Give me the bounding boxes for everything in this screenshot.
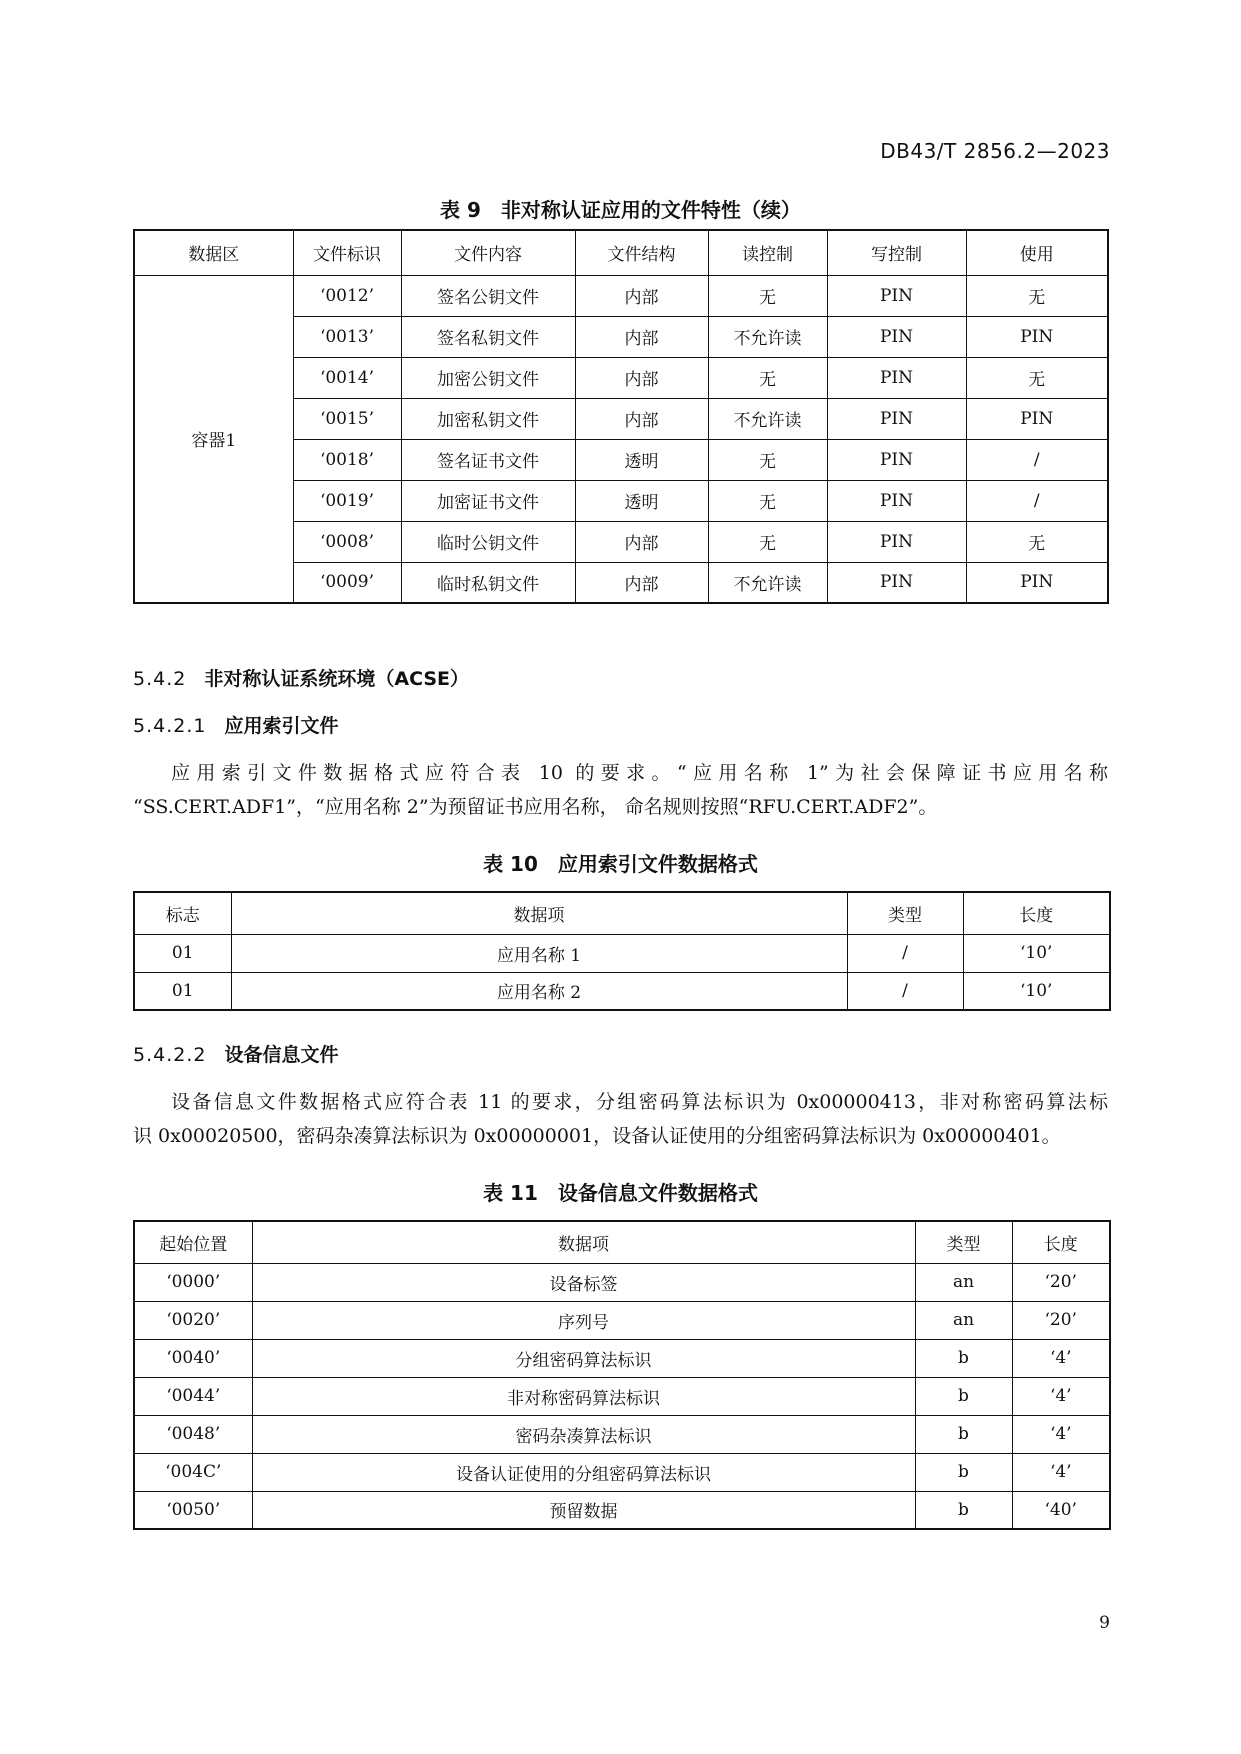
table-row: [134, 1263, 1110, 1301]
table-cell: 应用名称 2: [231, 972, 847, 1010]
table-cell: 不允许读: [708, 398, 827, 439]
table-cell: 无: [708, 439, 827, 480]
table-cell: 应用名称 1: [231, 934, 847, 972]
table-cell: PIN: [827, 521, 966, 562]
table-cell: an: [915, 1263, 1012, 1301]
section-title: 应用索引文件: [224, 715, 339, 737]
table-cell: PIN: [966, 316, 1108, 357]
table-cell: ‘0008’: [293, 521, 401, 562]
table-cell: an: [915, 1301, 1012, 1339]
table-cell: ‘0000’: [134, 1263, 252, 1301]
table-cell: PIN: [966, 562, 1108, 603]
table-cell: b: [915, 1491, 1012, 1529]
table-cell: 加密私钥文件: [401, 398, 575, 439]
table-cell: PIN: [827, 439, 966, 480]
paragraph-line: 设备信息文件数据格式应符合表 11 的要求，分组密码算法标识为 0x00000413，非对称密码算法标: [171, 1091, 1108, 1113]
table-cell: ‘0044’: [134, 1377, 252, 1415]
table-cell: 无: [708, 480, 827, 521]
table-cell: 01: [134, 972, 231, 1010]
table-row: [134, 1377, 1110, 1415]
table9-header-cell: 读控制: [708, 230, 827, 275]
table-cell: 内部: [575, 275, 708, 316]
table-cell: 透明: [575, 439, 708, 480]
table-cell: /: [966, 439, 1108, 480]
table-cell: 透明: [575, 480, 708, 521]
table10: [133, 891, 1111, 1011]
table-cell: ‘0020’: [134, 1301, 252, 1339]
table-cell: 加密公钥文件: [401, 357, 575, 398]
table-row: [134, 1491, 1110, 1529]
table-cell: 无: [966, 275, 1108, 316]
table10-header-cell: 类型: [847, 892, 963, 934]
table-cell: 临时公钥文件: [401, 521, 575, 562]
section-title: 非对称认证系统环境（ACSE）: [204, 668, 470, 690]
table-cell: 01: [134, 934, 231, 972]
table-row: [134, 934, 1110, 972]
table-cell: PIN: [827, 562, 966, 603]
table11-header-cell: 数据项: [252, 1221, 915, 1263]
table-row: [134, 1301, 1110, 1339]
table11-header-cell: 长度: [1012, 1221, 1110, 1263]
table-cell: PIN: [827, 357, 966, 398]
table-cell: PIN: [827, 316, 966, 357]
table9-header-cell: 文件结构: [575, 230, 708, 275]
table-row: [134, 275, 1108, 316]
table-row: [134, 1453, 1110, 1491]
table11-caption: 表 11 设备信息文件数据格式: [483, 1181, 758, 1205]
table-cell: 签名私钥文件: [401, 316, 575, 357]
section-number: 5.4.2.2: [133, 1044, 207, 1066]
table10-header-cell: 长度: [963, 892, 1110, 934]
table-cell: ‘4’: [1012, 1339, 1110, 1377]
table-cell: ‘20’: [1012, 1301, 1110, 1339]
table-cell: ‘4’: [1012, 1377, 1110, 1415]
table-cell: ‘004C’: [134, 1453, 252, 1491]
table-cell: 内部: [575, 357, 708, 398]
table-cell: 非对称密码算法标识: [252, 1377, 915, 1415]
table-cell: ‘0018’: [293, 439, 401, 480]
table-cell: 无: [708, 275, 827, 316]
table-row: [134, 972, 1110, 1010]
table11-body: [134, 1221, 1110, 1529]
table10-header-cell: 数据项: [231, 892, 847, 934]
table-cell: /: [847, 934, 963, 972]
table-cell: b: [915, 1415, 1012, 1453]
table-cell: /: [966, 480, 1108, 521]
table-cell: 设备标签: [252, 1263, 915, 1301]
section-5-4-2-2-paragraph: [133, 1085, 1108, 1153]
section-title: 设备信息文件: [224, 1044, 339, 1066]
table-cell: 无: [966, 521, 1108, 562]
table-cell: 预留数据: [252, 1491, 915, 1529]
table9-header-cell: 文件标识: [293, 230, 401, 275]
table-cell: ‘20’: [1012, 1263, 1110, 1301]
table11-header-cell: 起始位置: [134, 1221, 252, 1263]
table-cell: ‘10’: [963, 972, 1110, 1010]
section-number: 5.4.2.1: [133, 715, 207, 737]
section-5-4-2-heading: [133, 664, 469, 691]
table-cell: ‘4’: [1012, 1415, 1110, 1453]
table-cell: ‘40’: [1012, 1491, 1110, 1529]
table-cell: ‘0040’: [134, 1339, 252, 1377]
table-cell: b: [915, 1377, 1012, 1415]
table9-header-row: [134, 230, 1108, 275]
table9: [133, 229, 1109, 604]
table-cell: 序列号: [252, 1301, 915, 1339]
table11-header-row: [134, 1221, 1110, 1263]
section-5-4-2-2-heading: [133, 1040, 339, 1067]
table-cell: ‘0012’: [293, 275, 401, 316]
table-cell: 不允许读: [708, 316, 827, 357]
table-cell: 分组密码算法标识: [252, 1339, 915, 1377]
table-cell: PIN: [827, 480, 966, 521]
table10-header-row: [134, 892, 1110, 934]
table10-body: [134, 892, 1110, 1010]
table-cell: 密码杂凑算法标识: [252, 1415, 915, 1453]
table-cell: /: [847, 972, 963, 1010]
table9-header-cell: 数据区: [134, 230, 293, 275]
table-cell: 内部: [575, 521, 708, 562]
table9-header-cell: 文件内容: [401, 230, 575, 275]
section-5-4-2-1-paragraph: [133, 756, 1108, 824]
paragraph-line: “SS.CERT.ADF1”，“应用名称 2”为预留证书应用名称， 命名规则按照“RFU.CERT.ADF2”。: [133, 796, 938, 818]
section-5-4-2-1-heading: [133, 711, 339, 738]
table-cell: ‘0048’: [134, 1415, 252, 1453]
table10-header-cell: 标志: [134, 892, 231, 934]
table-cell: ‘0050’: [134, 1491, 252, 1529]
table-cell: ‘4’: [1012, 1453, 1110, 1491]
table10-caption: 表 10 应用索引文件数据格式: [483, 852, 758, 876]
table-row: [134, 1339, 1110, 1377]
table-cell: ‘10’: [963, 934, 1110, 972]
table-cell: ‘0015’: [293, 398, 401, 439]
table9-header-cell: 写控制: [827, 230, 966, 275]
table9-body: [134, 230, 1108, 603]
table-cell: 加密证书文件: [401, 480, 575, 521]
table-cell: 设备认证使用的分组密码算法标识: [252, 1453, 915, 1491]
table-cell: ‘0019’: [293, 480, 401, 521]
table-cell: 无: [966, 357, 1108, 398]
table-cell: ‘0014’: [293, 357, 401, 398]
table-cell: 无: [708, 357, 827, 398]
paragraph-line: 识 0x00020500，密码杂凑算法标识为 0x00000001，设备认证使用的分组密码算法标识为 0x00000401。: [133, 1125, 1061, 1147]
table-cell: 无: [708, 521, 827, 562]
table-cell: 内部: [575, 316, 708, 357]
table-row: [134, 1415, 1110, 1453]
table-cell: b: [915, 1339, 1012, 1377]
table-cell: PIN: [827, 398, 966, 439]
table-cell: 签名公钥文件: [401, 275, 575, 316]
table9-header-cell: 使用: [966, 230, 1108, 275]
table11: [133, 1220, 1111, 1530]
table-cell: PIN: [827, 275, 966, 316]
table-cell: 签名证书文件: [401, 439, 575, 480]
page-number: 9: [1099, 1613, 1110, 1633]
table-cell: ‘0013’: [293, 316, 401, 357]
section-number: 5.4.2: [133, 668, 187, 690]
table-cell: PIN: [966, 398, 1108, 439]
table-cell: 临时私钥文件: [401, 562, 575, 603]
table-cell: 不允许读: [708, 562, 827, 603]
document-id: DB43/T 2856.2—2023: [880, 139, 1110, 163]
table-cell: b: [915, 1453, 1012, 1491]
paragraph-line: 应用索引文件数据格式应符合表 10 的要求。“应用名称 1”为社会保障证书应用名称: [171, 762, 1108, 784]
table-cell: ‘0009’: [293, 562, 401, 603]
table9-group-cell: 容器1: [134, 275, 293, 603]
table9-caption: 表 9 非对称认证应用的文件特性（续）: [440, 198, 801, 222]
table11-header-cell: 类型: [915, 1221, 1012, 1263]
table-cell: 内部: [575, 562, 708, 603]
table-cell: 内部: [575, 398, 708, 439]
